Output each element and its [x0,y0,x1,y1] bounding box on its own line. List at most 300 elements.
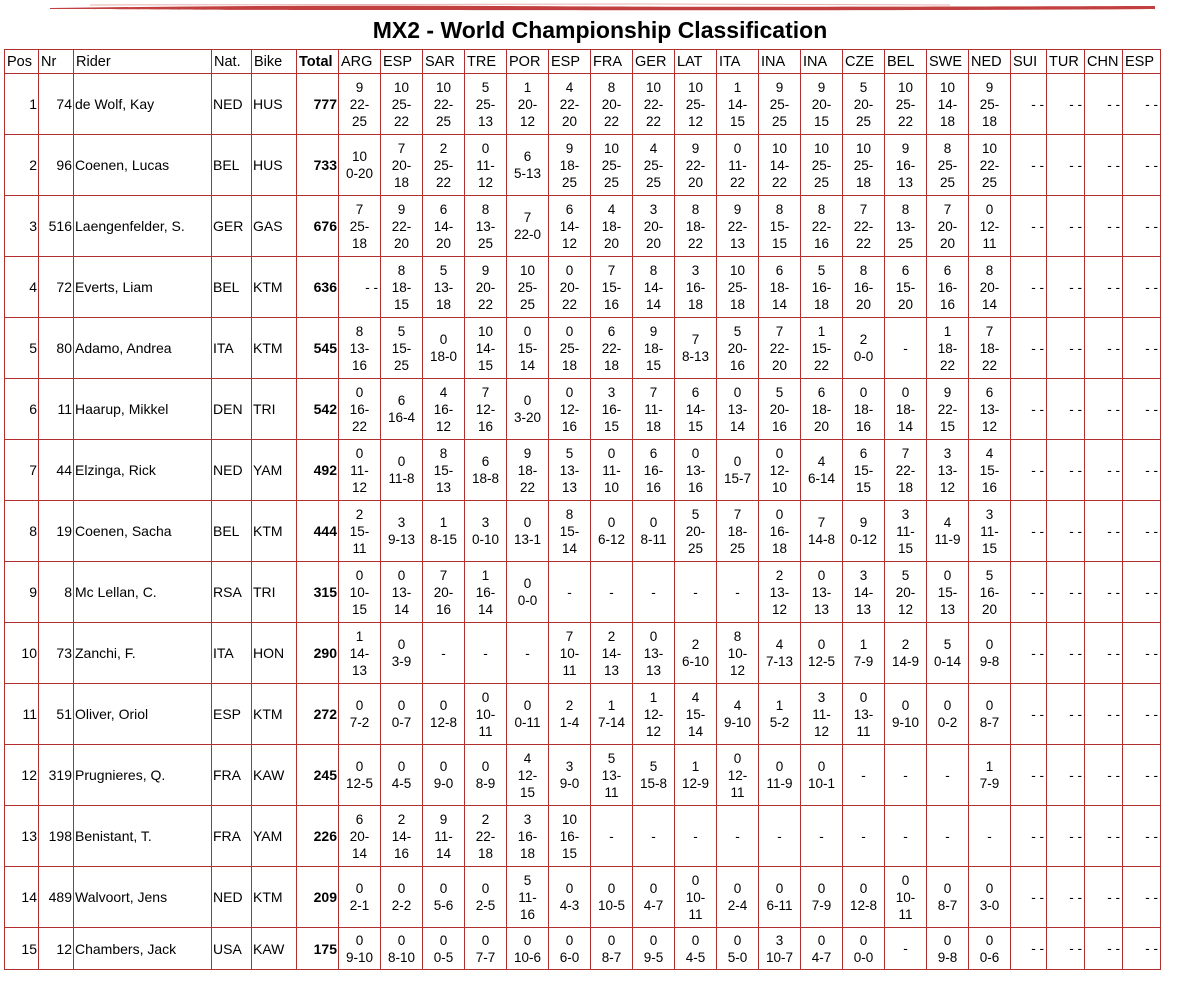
rider-position: 2 [5,135,39,196]
result-line: 18 [351,235,368,251]
result-line: 22- [349,96,370,112]
result-line: 11 [730,784,745,800]
header-round: SAR [423,50,465,74]
result-line: 12- [559,401,580,417]
result-line: 12- [979,218,1000,234]
table-row [5,379,1161,440]
header-round: INA [759,50,801,74]
round-result-cell [591,623,633,684]
result-line: 12- [769,462,790,478]
rider-nationality: ITA [212,318,252,379]
result-line: 14 [519,357,536,373]
rider-position: 15 [5,928,39,970]
result-line: 0 [607,932,616,948]
rider-nationality: FRA [212,806,252,867]
result-line: 14 [393,601,410,617]
result-line: 18 [393,174,410,190]
result-line: 10 [393,79,410,95]
result-line: 9 [901,140,910,156]
result-line: 1 [607,698,616,713]
round-result-cell [843,684,885,745]
result-line: 14- [349,645,370,661]
result-line: 4 [523,750,532,766]
round-result-cell [381,135,423,196]
header-bike: Bike [252,50,297,74]
rider-nationality: DEN [212,379,252,440]
result-line: 8 [439,445,448,461]
result-line: 22 [897,113,914,129]
result-line: 1 [439,515,448,530]
header-round: LAT [675,50,717,74]
result-line: 13- [853,706,874,722]
header-total: Total [297,50,339,74]
result-line: 5 [859,79,868,95]
result-line: 20 [393,235,410,251]
result-line: 7 [355,201,364,217]
result-line: 0 [733,750,742,766]
result-line: 22- [769,340,790,356]
round-result-cell [507,257,549,318]
result-line: 10 [435,79,452,95]
result-line: 5 [481,79,490,95]
round-result-cell [843,74,885,135]
result-line: 4 [775,637,784,652]
round-result-cell [507,684,549,745]
result-line: 12 [687,113,704,129]
result-line: 15- [559,523,580,539]
result-line: 0 [943,932,952,948]
rider-name: Prugnieres, Q. [74,745,212,806]
round-result-cell: - - [1085,257,1123,318]
result-line: 25 [771,113,788,129]
result-line: 5 [733,323,742,339]
rider-bike: HUS [252,74,297,135]
round-result-cell [465,74,507,135]
result-line: 14- [433,218,454,234]
header-round: GER [633,50,675,74]
round-result-cell [549,928,591,970]
result-line: 0 [901,872,910,888]
rider-nationality: ESP [212,684,252,745]
round-result-cell [423,379,465,440]
round-result-cell: - [843,806,885,867]
round-result-cell [381,74,423,135]
result-line: 14- [391,828,412,844]
result-line: 3 [691,262,700,278]
result-line: 0-0 [853,349,874,364]
result-line: 15-7 [723,471,752,486]
rider-number: 19 [39,501,74,562]
rider-name: Benistant, T. [74,806,212,867]
round-result-cell [969,318,1011,379]
result-line: 0 [649,515,658,530]
result-line: 10- [349,584,370,600]
round-result-cell [339,379,381,440]
round-result-cell [549,440,591,501]
result-line: 25 [561,174,578,190]
result-line: 20 [897,296,914,312]
result-line: 12-8 [849,898,878,913]
result-line: 0 [523,393,532,408]
round-result-cell: - - [1047,623,1085,684]
result-line: 0 [355,881,364,896]
result-line: 25 [981,174,998,190]
result-line: 15- [937,584,958,600]
result-line: 20- [517,96,538,112]
round-result-cell [759,501,801,562]
result-line: 16- [769,523,790,539]
round-result-cell: - - [1011,135,1047,196]
round-result-cell [969,623,1011,684]
result-line: 3 [859,567,868,583]
result-line: 4-5 [391,776,412,791]
result-line: 3 [649,201,658,217]
round-result-cell [675,501,717,562]
result-line: 25 [939,174,956,190]
round-result-cell [801,745,843,806]
result-line: 0 [691,932,700,948]
result-line: 20- [853,96,874,112]
result-line: 22- [937,401,958,417]
round-result-cell: - [549,562,591,623]
result-line: 5 [775,384,784,400]
result-line: 1 [943,323,952,339]
rider-nationality: NED [212,440,252,501]
round-result-cell [381,501,423,562]
round-result-cell [381,440,423,501]
result-line: 9 [439,811,448,827]
round-result-cell: - - [1047,196,1085,257]
rider-total-points: 226 [297,806,339,867]
result-line: 15 [351,601,368,617]
round-result-cell [591,257,633,318]
result-line: 16 [645,479,662,495]
rider-total-points: 175 [297,928,339,970]
result-line: 0 [901,384,910,400]
result-line: 6 [397,393,406,408]
result-line: 18- [601,218,622,234]
result-line: 25- [769,96,790,112]
round-result-cell [969,440,1011,501]
round-result-cell [885,440,927,501]
result-line: 3 [607,384,616,400]
round-result-cell [507,440,549,501]
result-line: 0 [565,262,574,278]
result-line: 0 [481,932,490,948]
round-result-cell [801,623,843,684]
round-result-cell: - - [1011,928,1047,970]
round-result-cell [591,684,633,745]
result-line: 0 [481,759,490,774]
rider-nationality: USA [212,928,252,970]
result-line: 3 [901,506,910,522]
round-result-cell [759,196,801,257]
result-line: 5 [691,506,700,522]
rider-bike: HON [252,623,297,684]
round-result-cell [423,440,465,501]
result-line: 14 [981,296,998,312]
round-result-cell [969,501,1011,562]
result-line: 2 [691,637,700,652]
round-result-cell [507,867,549,928]
round-result-cell: - - [1123,806,1161,867]
header-round: INA [801,50,843,74]
result-line: 18-8 [471,471,500,486]
result-line: 16- [853,279,874,295]
round-result-cell: - [465,623,507,684]
result-line: 12 [729,662,746,678]
rider-bike: YAM [252,806,297,867]
result-line: 15 [729,113,746,129]
result-line: 10 [519,262,536,278]
round-result-cell [381,928,423,970]
result-line: 18- [853,401,874,417]
round-result-cell [591,745,633,806]
round-result-cell [423,257,465,318]
round-result-cell: - [759,806,801,867]
result-line: 9 [817,79,826,95]
rider-total-points: 636 [297,257,339,318]
result-line: 22- [643,96,664,112]
round-result-cell: - - [1047,806,1085,867]
round-result-cell: - - [1085,623,1123,684]
result-line: 20- [601,96,622,112]
result-line: 22 [771,174,788,190]
round-result-cell [549,867,591,928]
result-line: 8 [901,201,910,217]
result-line: 7 [775,323,784,339]
round-result-cell [969,74,1011,135]
result-line: 0-11 [514,715,541,730]
result-line: 15- [769,218,790,234]
table-row [5,867,1161,928]
round-result-cell: - - [1123,562,1161,623]
round-result-cell: - [591,806,633,867]
result-line: 0 [397,932,406,948]
round-result-cell [633,745,675,806]
result-line: 13 [939,601,956,617]
result-line: 14- [475,340,496,356]
round-result-cell: - - [1011,501,1047,562]
result-line: 22- [601,340,622,356]
result-line: 7 [397,140,406,156]
result-line: 0 [817,567,826,583]
result-line: 0 [355,384,364,400]
round-result-cell [549,623,591,684]
round-result-cell: - - [1047,74,1085,135]
result-line: 0 [523,576,532,591]
result-line: 0 [607,445,616,461]
round-result-cell [339,74,381,135]
round-result-cell: - - [1011,806,1047,867]
result-line: 9 [775,79,784,95]
round-result-cell: - - [1011,379,1047,440]
round-result-cell [717,440,759,501]
round-result-cell [717,684,759,745]
round-result-cell [549,135,591,196]
result-line: 10 [603,479,620,495]
rider-position: 13 [5,806,39,867]
result-line: 2 [565,698,574,713]
round-result-cell [381,684,423,745]
round-result-cell [549,684,591,745]
result-line: 0 [439,759,448,774]
result-line: 6 [985,384,994,400]
result-line: 12 [939,479,956,495]
round-result-cell [843,562,885,623]
result-line: 18- [937,340,958,356]
result-line: 8 [733,628,742,644]
result-line: 9 [691,140,700,156]
result-line: 13 [729,235,746,251]
result-line: 16 [687,479,704,495]
round-result-cell [759,867,801,928]
result-line: 7 [817,515,826,530]
result-line: 6 [565,201,574,217]
round-result-cell [927,74,969,135]
result-line: 25- [685,96,706,112]
result-line: 8 [775,201,784,217]
result-line: 10- [559,645,580,661]
round-result-cell [465,379,507,440]
round-result-cell [717,379,759,440]
result-line: 8 [817,201,826,217]
round-result-cell [591,440,633,501]
result-line: 16- [475,584,496,600]
page-title: MX2 - World Championship Classification [372,17,828,43]
round-result-cell [423,806,465,867]
round-result-cell [717,928,759,970]
classification-table [4,49,1161,970]
round-result-cell [507,196,549,257]
round-result-cell [381,379,423,440]
round-result-cell [633,623,675,684]
result-line: 3 [985,506,994,522]
result-line: 11- [812,706,831,722]
result-line: 20- [433,584,454,600]
round-result-cell [969,379,1011,440]
result-line: 12 [813,723,830,739]
result-line: 16- [979,584,1000,600]
result-line: 11- [602,462,621,478]
rider-nationality: BEL [212,135,252,196]
round-result-cell [717,318,759,379]
result-line: 8 [649,262,658,278]
result-line: 14 [435,845,452,861]
result-line: 18 [519,845,536,861]
result-line: 11- [896,523,915,539]
result-line: 25 [729,540,746,556]
result-line: 8-15 [429,532,458,547]
result-line: 0 [859,384,868,400]
result-line: 0 [859,881,868,896]
result-line: 5 [397,323,406,339]
result-line: 5 [943,637,952,652]
result-line: 7 [859,201,868,217]
result-line: 12 [477,174,494,190]
round-result-cell: - - [1085,318,1123,379]
round-result-cell [759,318,801,379]
result-line: 0 [943,698,952,713]
result-line: 13- [685,462,706,478]
table-row [5,196,1161,257]
round-result-cell: - [717,806,759,867]
result-line: 20- [979,279,1000,295]
rider-number: 198 [39,806,74,867]
round-result-cell [675,379,717,440]
table-row [5,806,1161,867]
round-result-cell: - [423,623,465,684]
result-line: 5-2 [769,715,790,730]
rider-name: Walvoort, Jens [74,867,212,928]
rider-number: 51 [39,684,74,745]
result-line: 14- [601,645,622,661]
rider-total-points: 444 [297,501,339,562]
result-line: 4 [439,384,448,400]
result-line: 0-7 [391,715,412,730]
result-line: 9 [397,201,406,217]
result-line: 11 [898,906,913,922]
result-line: 9-10 [345,949,374,965]
round-result-cell [927,562,969,623]
result-line: 9-8 [979,654,1000,669]
result-line: 3 [397,515,406,530]
round-result-cell [465,745,507,806]
result-line: 0 [565,932,574,948]
result-line: 14 [687,723,704,739]
round-result-cell: - - [1123,257,1161,318]
result-line: 14 [645,296,662,312]
rider-number: 44 [39,440,74,501]
result-line: 0 [985,637,994,652]
round-result-cell [633,684,675,745]
result-line: 0 [691,445,700,461]
result-line: 18 [813,296,830,312]
result-line: 25- [475,96,496,112]
result-line: 4-3 [559,898,580,913]
round-result-cell: - - [1011,318,1047,379]
result-line: 20 [687,174,704,190]
result-line: 25 [393,357,410,373]
rider-number: 489 [39,867,74,928]
rider-bike: KAW [252,745,297,806]
round-result-cell: - - [1123,196,1161,257]
result-line: 10- [895,889,916,905]
result-line: 8 [481,201,490,217]
round-result-cell [381,623,423,684]
result-line: 14 [897,418,914,434]
rider-position: 12 [5,745,39,806]
result-line: 0 [397,759,406,774]
result-line: 0 [355,932,364,948]
header-round: ESP [381,50,423,74]
round-result-cell [717,501,759,562]
result-line: 0 [733,384,742,400]
rider-nationality: GER [212,196,252,257]
result-line: 9-8 [937,949,958,965]
rider-total-points: 492 [297,440,339,501]
result-line: 0 [565,384,574,400]
result-line: 7-13 [765,654,794,669]
round-result-cell [549,74,591,135]
round-result-cell: - [885,745,927,806]
result-line: 20 [939,235,956,251]
result-line: 12-5 [345,776,374,791]
result-line: 5 [985,567,994,583]
result-line: 0-0 [853,949,874,965]
round-result-cell [801,135,843,196]
result-line: 6 [355,811,364,827]
